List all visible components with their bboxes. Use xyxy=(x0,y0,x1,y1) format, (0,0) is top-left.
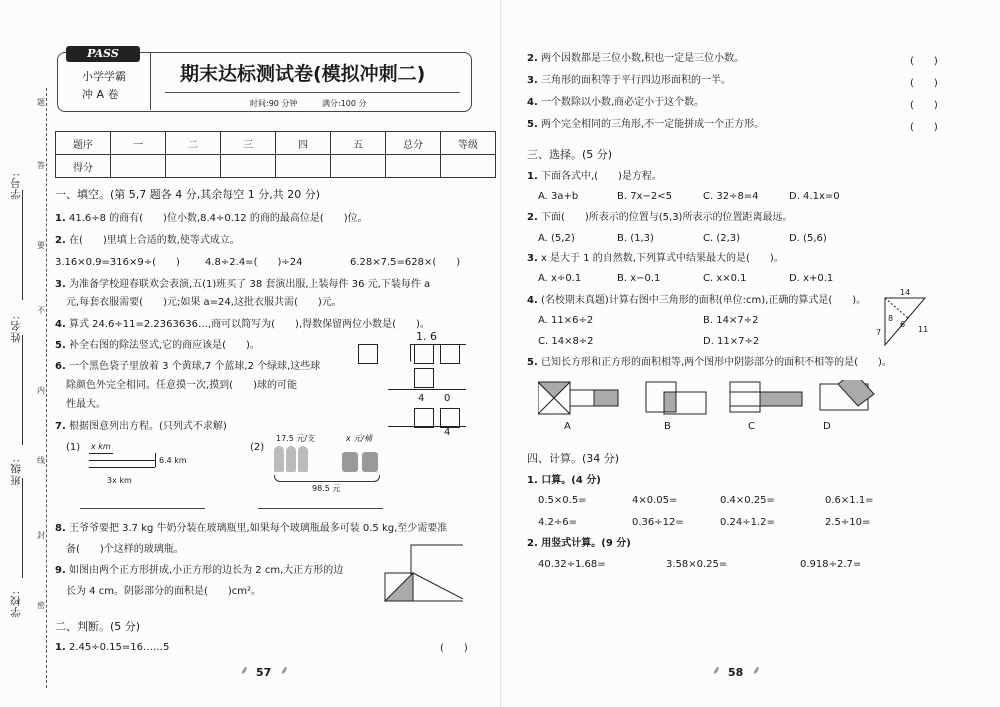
section-choice-title: 三、选择。(5 分) xyxy=(527,148,613,161)
j5-text: 两个完全相同的三角形,不一定能拼成一个正方形。 xyxy=(540,119,765,130)
blank-box[interactable] xyxy=(414,368,434,388)
c4-option-b[interactable]: B. 14×7÷2 xyxy=(703,315,759,326)
c4-option-c[interactable]: C. 14×8÷2 xyxy=(538,336,594,347)
gutter-line-2 xyxy=(22,335,23,445)
fig-label-a: A xyxy=(564,421,571,432)
q2: 2. 在( )里填上合适的数,使等式成立。 xyxy=(55,235,240,246)
c2-text: 下面( )所表示的位置与(5,3)所表示的位置距离最远。 xyxy=(540,212,793,223)
gutter-mark: 要 xyxy=(37,241,45,250)
bottle-icon xyxy=(274,446,284,472)
blank-box[interactable] xyxy=(440,344,460,364)
fig-label-b: B xyxy=(664,421,671,432)
q1-text: 41.6÷8 的商有( )位小数,8.4÷0.12 的商的最高位是( )位。 xyxy=(68,213,368,224)
score-cell: 题序 xyxy=(56,132,111,155)
q8b: 备( )个这样的玻璃瓶。 xyxy=(66,544,184,555)
q6b: 除颜色外完全相同。任意摸一次,摸到( )球的可能 xyxy=(66,380,297,391)
seg-label-x: x km xyxy=(91,442,111,451)
oral-item: 4.2÷6= xyxy=(538,517,578,528)
score-cell: 三 xyxy=(221,132,276,155)
quotient: 1. 6 xyxy=(416,330,437,343)
score-input[interactable] xyxy=(386,155,441,178)
q5: 5. 补全右图的除法竖式,它的商应该是( )。 xyxy=(55,340,260,351)
gutter-name: 姓名: xyxy=(10,315,22,343)
q6-text: 一个黑色袋子里放着 3 个黄球,7 个蓝球,2 个绿球,这些球 xyxy=(68,361,321,372)
seg-label-3x: 3x km xyxy=(107,476,132,485)
tri-label: 8 xyxy=(888,314,894,323)
q8: 8. 王爷爷要把 3.7 kg 牛奶分装在玻璃瓶里,如果每个玻璃瓶最多可装 0.5 kg,至少需要准 xyxy=(55,523,448,534)
c4-option-a[interactable]: A. 11×6÷2 xyxy=(538,315,594,326)
seg-label-64: 6.4 km xyxy=(159,456,187,465)
c1-option-c[interactable]: C. 32÷8=4 xyxy=(703,191,759,202)
c1-text: 下面各式中,( )是方程。 xyxy=(540,171,662,182)
j2: 2. 两个因数都是三位小数,积也一定是三位小数。 xyxy=(527,53,745,64)
c1-option-a[interactable]: A. 3a+b xyxy=(538,191,579,202)
oral-item: 0.5×0.5= xyxy=(538,495,587,506)
remainder: 4 xyxy=(444,427,451,438)
oral-item: 0.4×0.25= xyxy=(720,495,775,506)
section-judge-title: 二、判断。(5 分) xyxy=(55,620,141,633)
c4-option-d[interactable]: D. 11×7÷2 xyxy=(703,336,760,347)
j3: 3. 三角形的面积等于平行四边形面积的一半。 xyxy=(527,75,731,86)
blank-box[interactable] xyxy=(440,408,460,428)
section-fill-title: 一、填空。(第 5,7 题各 4 分,其余每空 1 分,共 20 分) xyxy=(55,188,321,201)
q3b: 元,每套衣服需要( )元;如果 a=24,这批衣服共需( )元。 xyxy=(66,297,342,308)
blank-box[interactable] xyxy=(414,408,434,428)
q9b: 长为 4 cm。阴影部分的面积是( )cm²。 xyxy=(66,586,262,597)
c3: 3. x 是大于 1 的自然数,下列算式中结果最大的是( )。 xyxy=(527,253,784,264)
q4-text: 算式 24.6÷11=2.2363636…,商可以简写为( ),得数保留两位小数是( )。 xyxy=(68,319,430,330)
answer-paren[interactable]: ( ) xyxy=(910,56,938,67)
q8-text: 王爷爷要把 3.7 kg 牛奶分装在玻璃瓶里,如果每个玻璃瓶最多可装 0.5 kg,至少需要准 xyxy=(68,523,448,534)
score-cell: 四 xyxy=(276,132,331,155)
vert-item: 40.32÷1.68= xyxy=(538,559,606,570)
q2a: 3.16×0.9=316×9÷( ) xyxy=(55,257,180,268)
c2-option-d[interactable]: D. (5,6) xyxy=(789,233,827,244)
gutter-line-3 xyxy=(22,478,23,578)
q3: 3. 为准备学校迎春联欢会表演,五(1)班买了 38 套演出服,上装每件 36 元,下装每件 a xyxy=(55,279,431,290)
c1: 1. 下面各式中,( )是方程。 xyxy=(527,171,662,182)
score-input[interactable] xyxy=(331,155,386,178)
tri-label: 7 xyxy=(876,328,882,337)
c3-option-c[interactable]: C. x×0.1 xyxy=(703,273,747,284)
score-input[interactable] xyxy=(166,155,221,178)
gutter-mark: 密 xyxy=(37,601,45,610)
oral-item: 2.5÷10= xyxy=(825,517,871,528)
bucket-icon xyxy=(342,452,358,472)
brand-line-2: 冲 A 卷 xyxy=(82,88,119,101)
vert-item: 3.58×0.25= xyxy=(666,559,728,570)
header-divider xyxy=(150,52,151,110)
q3-text: 为准备学校迎春联欢会表演,五(1)班买了 38 套演出服,上装每件 36 元,下装每件 a xyxy=(68,279,431,290)
leaf-icon: ⸙ xyxy=(712,663,722,677)
oral-item: 4×0.05= xyxy=(632,495,678,506)
c3-text: x 是大于 1 的自然数,下列算式中结果最大的是( )。 xyxy=(540,253,784,264)
q4: 4. 算式 24.6÷11=2.2363636…,商可以简写为( ),得数保留两位小数是( )。 xyxy=(55,319,430,330)
q6c: 性最大。 xyxy=(66,399,106,410)
c3-option-b[interactable]: B. x−0.1 xyxy=(617,273,661,284)
c5-text: 已知长方形和正方形的面积相等,两个图形中阴影部分的面积不相等的是( )。 xyxy=(540,357,892,368)
q2c: 6.28×7.5=628×( ) xyxy=(350,257,461,268)
answer-line[interactable] xyxy=(80,508,205,509)
c4-text: (名校期末真题)计算右图中三角形的面积(单位:cm),正确的算式是( )。 xyxy=(540,295,867,306)
vert-item: 0.918÷2.7= xyxy=(800,559,862,570)
c3-option-d[interactable]: D. x+0.1 xyxy=(789,273,834,284)
page-title: 期末达标测试卷(模拟冲刺二) xyxy=(180,63,426,85)
gutter-class: 班级: xyxy=(10,458,22,486)
price-label-2: x 元/桶 xyxy=(346,434,372,443)
c2-option-c[interactable]: C. (2,3) xyxy=(703,233,741,244)
answer-line[interactable] xyxy=(258,508,383,509)
c2-option-b[interactable]: B. (1,3) xyxy=(617,233,654,244)
score-input[interactable] xyxy=(441,155,496,178)
k2: 2. 用竖式计算。(9 分) xyxy=(527,538,631,549)
k2-text: 用竖式计算。(9 分) xyxy=(541,538,631,549)
k1-text: 口算。(4 分) xyxy=(541,475,601,486)
long-division-figure xyxy=(358,330,468,438)
gutter-mark: 不 xyxy=(37,306,45,315)
q7-part1: (1) xyxy=(66,442,81,453)
j4: 4. 一个数除以小数,商必定小于这个数。 xyxy=(527,97,705,108)
tri-label: 14 xyxy=(900,288,911,297)
bottle-icon xyxy=(286,446,296,472)
c2-option-a[interactable]: A. (5,2) xyxy=(538,233,575,244)
fig-label-c: C xyxy=(748,421,755,432)
brand-line-1: 小学学霸 xyxy=(82,70,126,83)
j1-text: 2.45÷0.15=16……5 xyxy=(68,642,170,653)
digit: 0 xyxy=(444,393,451,404)
blank-box[interactable] xyxy=(414,344,434,364)
section-calc-title: 四、计算。(34 分) xyxy=(527,452,620,465)
two-squares-figure xyxy=(383,543,463,605)
j3-text: 三角形的面积等于平行四边形面积的一半。 xyxy=(540,75,731,86)
answer-paren[interactable]: ( ) xyxy=(910,100,938,111)
c1-option-d[interactable]: D. 4.1x=0 xyxy=(789,191,840,202)
q2b: 4.8÷2.4=( )÷24 xyxy=(205,257,303,268)
answer-paren[interactable]: ( ) xyxy=(440,643,468,654)
j2-text: 两个因数都是三位小数,积也一定是三位小数。 xyxy=(540,53,745,64)
score-info: 满分:100 分 xyxy=(322,99,367,108)
tri-label: 11 xyxy=(918,325,929,334)
answer-paren[interactable]: ( ) xyxy=(910,122,938,133)
gutter-school: 学校: xyxy=(10,590,22,618)
price-label-1: 17.5 元/支 xyxy=(276,434,316,443)
gutter-mark: 线 xyxy=(37,456,45,465)
score-cell: 得分 xyxy=(56,155,111,178)
c1-option-b[interactable]: B. 7x−2<5 xyxy=(617,191,672,202)
tri-label: 6 xyxy=(900,320,906,329)
gutter-mark: 封 xyxy=(37,531,45,540)
page-number-right: 58 xyxy=(728,666,744,679)
time-info: 时间:90 分钟 xyxy=(250,99,298,108)
leaf-icon: ⸙ xyxy=(240,663,250,677)
score-cell: 等级 xyxy=(441,132,496,155)
score-cell: 二 xyxy=(166,132,221,155)
triangle-figure xyxy=(860,290,950,350)
page-fold xyxy=(500,0,501,707)
q5-text: 补全右图的除法竖式,它的商应该是( )。 xyxy=(68,340,260,351)
j1: 1. 2.45÷0.15=16……5 xyxy=(55,642,170,653)
score-input[interactable] xyxy=(276,155,331,178)
q6: 6. 一个黑色袋子里放着 3 个黄球,7 个蓝球,2 个绿球,这些球 xyxy=(55,361,321,372)
q9-text: 如图由两个正方形拼成,小正方形的边长为 2 cm,大正方形的边 xyxy=(68,565,344,576)
c4: 4. (名校期末真题)计算右图中三角形的面积(单位:cm),正确的算式是( )。 xyxy=(527,295,867,306)
c3-option-a[interactable]: A. x÷0.1 xyxy=(538,273,582,284)
c5: 5. 已知长方形和正方形的面积相等,两个图形中阴影部分的面积不相等的是( )。 xyxy=(527,357,892,368)
leaf-icon: ⸙ xyxy=(280,663,290,677)
pass-logo: PASS xyxy=(66,46,140,62)
gutter-mark: 内 xyxy=(37,386,45,395)
total-label: 98.5 元 xyxy=(312,484,341,493)
q2-text: 在( )里填上合适的数,使等式成立。 xyxy=(68,235,240,246)
q7: 7. 根据图意列出方程。(只列式不求解) xyxy=(55,421,227,432)
leaf-icon: ⸙ xyxy=(752,663,762,677)
oral-item: 0.36÷12= xyxy=(632,517,684,528)
bottle-icon xyxy=(298,446,308,472)
title-underline xyxy=(165,92,460,93)
score-input[interactable] xyxy=(111,155,166,178)
page-number-left: 57 xyxy=(256,666,272,679)
score-cell: 总分 xyxy=(386,132,441,155)
score-cell: 一 xyxy=(111,132,166,155)
segment-diagram xyxy=(85,440,195,485)
gutter-line-1 xyxy=(22,190,23,300)
c2: 2. 下面( )所表示的位置与(5,3)所表示的位置距离最远。 xyxy=(527,212,793,223)
answer-paren[interactable]: ( ) xyxy=(910,78,938,89)
blank-box[interactable] xyxy=(358,344,378,364)
binding-line xyxy=(46,88,47,688)
score-table xyxy=(55,131,496,178)
oral-item: 0.6×1.1= xyxy=(825,495,874,506)
gutter-mark: 答 xyxy=(37,161,45,170)
q1: 1. 41.6÷8 的商有( )位小数,8.4÷0.12 的商的最高位是( )位。 xyxy=(55,213,368,224)
oral-item: 0.24÷1.2= xyxy=(720,517,775,528)
fig-label-d: D xyxy=(823,421,831,432)
q7-text: 根据图意列出方程。(只列式不求解) xyxy=(68,421,227,432)
digit: 4 xyxy=(418,393,425,404)
q9: 9. 如图由两个正方形拼成,小正方形的边长为 2 cm,大正方形的边 xyxy=(55,565,344,576)
score-cell: 五 xyxy=(331,132,386,155)
bottles-diagram xyxy=(268,430,398,492)
gutter-mark: 题 xyxy=(37,98,45,107)
j5: 5. 两个完全相同的三角形,不一定能拼成一个正方形。 xyxy=(527,119,765,130)
gutter-student-id: 学号: xyxy=(10,172,22,200)
j4-text: 一个数除以小数,商必定小于这个数。 xyxy=(540,97,705,108)
bucket-icon xyxy=(362,452,378,472)
q7-part2: (2) xyxy=(250,442,265,453)
score-input[interactable] xyxy=(221,155,276,178)
k1: 1. 口算。(4 分) xyxy=(527,475,601,486)
